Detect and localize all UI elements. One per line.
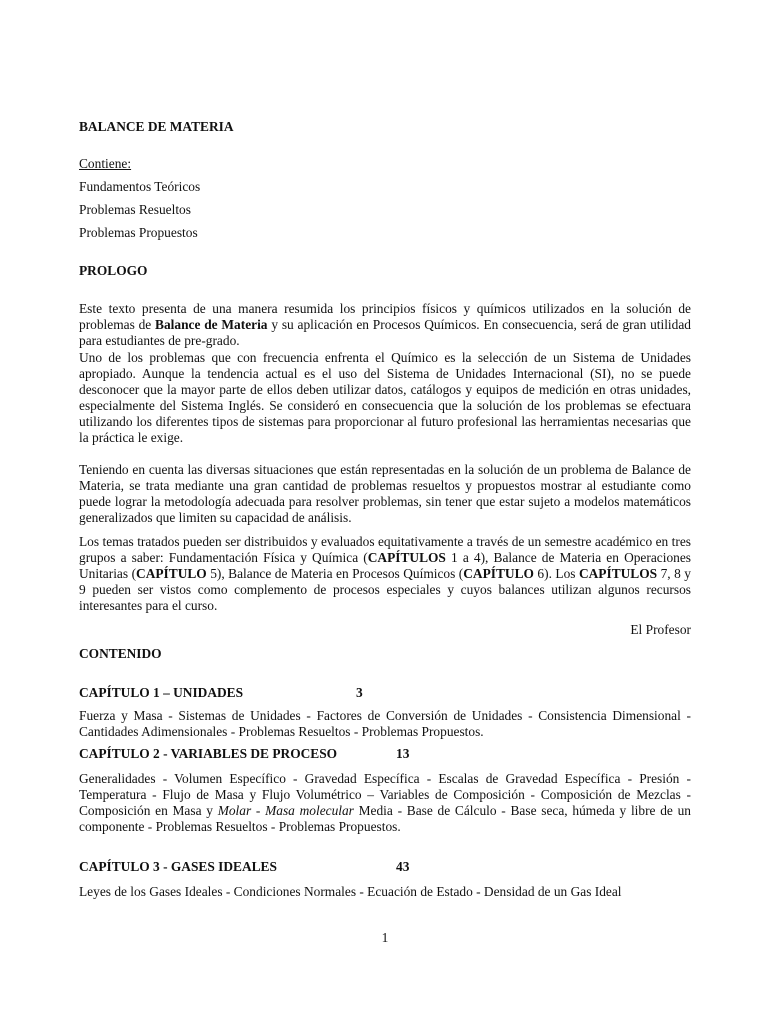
chapter-2-description: Generalidades - Volumen Específico - Gravedad Específica - Escalas de Gravedad Específica - Presión - Temperatura - Flujo de Masa y Flujo Volumétrico – Variables de Composición - Composición de Mezclas - Composición en Masa y Molar - Masa molecular Media - Base de Cálculo - Base seca, húmeda y libre de un componente - Problemas Resueltos - Problemas Propuestos. <box>79 771 691 834</box>
chapter-title: CAPÍTULO 2 - VARIABLES DE PROCESO <box>79 746 338 761</box>
toc-entry-chapter-1 <box>79 685 691 701</box>
page-number: 1 <box>381 930 389 945</box>
prologue-paragraph-2: Uno de los problemas que con frecuencia enfrenta el Químico es la selección de un Sistema de Unidades apropiado. Aunque la tendencia actual es el uso del Sistema de Unidades Internacional (SI), no se puede desconocer que la mayor parte de ellos deben utilizar datos, catálogos y equipos de medición en otras unidades, especialmente del Sistema Inglés. Se consideró en consecuencia que la solución de los problemas se efectuara utilizando los diferentes tipos de sistemas para proporcionar al futuro profesional las herramientas necesarias que la práctica le exige. <box>79 350 691 445</box>
chapter-title: CAPÍTULO 1 – UNIDADES <box>79 685 244 700</box>
prologue-heading: PROLOGO <box>79 263 148 278</box>
contents-item: Fundamentos Teóricos <box>79 179 201 194</box>
toc-entry-chapter-2 <box>79 746 691 762</box>
contents-label: Contiene: <box>79 156 132 171</box>
chapter-title: CAPÍTULO 3 - GASES IDEALES <box>79 859 277 874</box>
prologue-paragraph-3: Teniendo en cuenta las diversas situaciones que están representadas en la solución de un problema de Balance de Materia, se trata mediante una gran cantidad de problemas resueltos y propuestos mostrar al estudiante como puede lograr la metodología adecuada para resolver problemas, sin tener que estar sujeto a modelos matemáticos generalizados que limiten su capacidad de análisis. <box>79 462 691 525</box>
contents-item: Problemas Resueltos <box>79 202 191 217</box>
prologue-signature: El Profesor <box>630 622 691 637</box>
chapter-page-number: 3 <box>356 685 363 700</box>
chapter-3-description: Leyes de los Gases Ideales - Condiciones Normales - Ecuación de Estado - Densidad de un Gas Ideal <box>79 884 622 899</box>
document-page <box>79 0 691 1024</box>
chapter-page-number: 13 <box>396 746 410 761</box>
contents-heading: CONTENIDO <box>79 646 162 661</box>
contents-item: Problemas Propuestos <box>79 225 198 240</box>
prologue-paragraph-1: Este texto presenta de una manera resumida los principios físicos y químicos utilizados en la solución de problemas de Balance de Materia y su aplicación en Procesos Químicos. En consecuencia, será de gran utilidad para estudiantes de pre-grado. <box>79 301 691 348</box>
chapter-1-description: Fuerza y Masa - Sistemas de Unidades - Factores de Conversión de Unidades - Consistencia Dimensional - Cantidades Adimensionales - Problemas Resueltos - Problemas Propuestos. <box>79 708 691 739</box>
prologue-paragraph-4: Los temas tratados pueden ser distribuidos y evaluados equitativamente a través de un semestre académico en tres grupos a saber: Fundamentación Física y Química (CAPÍTULOS 1 a 4), Balance de Materia en Operaciones Unitarias (CAPÍTULO 5), Balance de Materia en Procesos Químicos (CAPÍTULO 6). Los CAPÍTULOS 7, 8 y 9 pueden ser vistos como complemento de procesos especiales y cuyos balances utilizan algunos recursos interesantes para el curso. <box>79 534 691 613</box>
toc-entry-chapter-3 <box>79 859 691 875</box>
chapter-page-number: 43 <box>396 859 410 874</box>
document-title: BALANCE DE MATERIA <box>79 119 234 134</box>
